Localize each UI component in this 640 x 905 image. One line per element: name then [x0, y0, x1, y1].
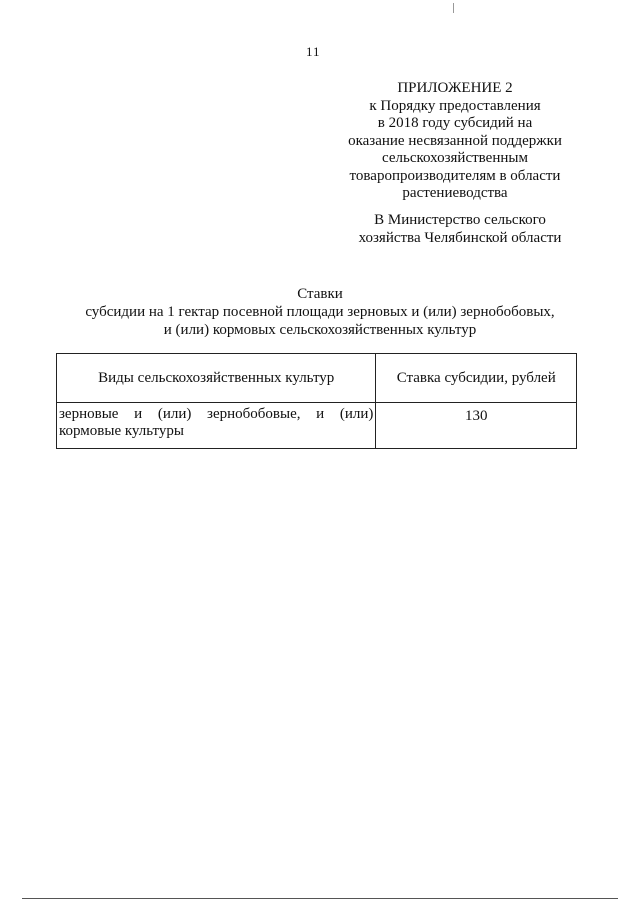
appendix-line: растениеводства [402, 185, 508, 201]
addressee-block [340, 212, 580, 247]
header-crop-types: Виды сельскохозяйственных культур [57, 354, 376, 403]
document-title [40, 285, 600, 339]
page-number: 11 [306, 44, 321, 59]
table-row [57, 403, 577, 449]
title-line: субсидии на 1 гектар посевной площади зерновых и (или) зернобобовых, [85, 304, 555, 320]
appendix-block [330, 80, 580, 203]
appendix-heading: ПРИЛОЖЕНИЕ 2 [397, 80, 513, 96]
bottom-scan-line [22, 898, 618, 899]
addressee-line: В Министерство сельского [374, 212, 546, 228]
appendix-line: к Порядку предоставления [369, 97, 541, 114]
appendix-line: в 2018 году субсидий на [377, 115, 533, 131]
scan-artifact [453, 3, 454, 13]
appendix-line: сельскохозяйственным [382, 150, 528, 166]
title-line: и (или) кормовых сельскохозяйственных культур [163, 322, 477, 338]
addressee-line: хозяйства Челябинской области [358, 229, 562, 246]
cell-subsidy-rate: 130 [376, 403, 577, 449]
cell-crop-type: зерновые и (или) зернобобовые, и (или) кормовые культуры [57, 403, 376, 449]
subsidy-rates-table [56, 353, 577, 449]
title-line: Ставки [297, 286, 343, 302]
appendix-line: товаропроизводителям в области [349, 167, 561, 184]
header-subsidy-rate: Ставка субсидии, рублей [376, 354, 577, 403]
table-header-row [57, 354, 577, 403]
appendix-line: оказание несвязанной поддержки [348, 132, 562, 149]
